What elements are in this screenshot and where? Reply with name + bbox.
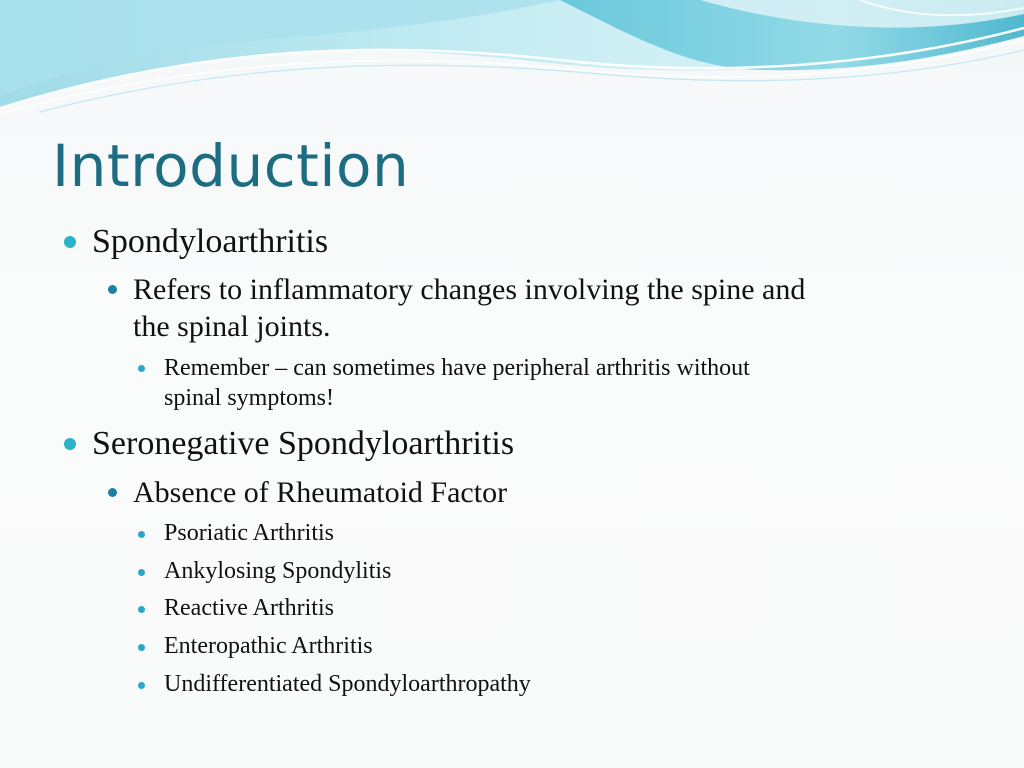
bullet-remember-line1: Remember – can sometimes have peripheral arthritis without — [164, 355, 750, 381]
list-item-reactive: Reactive Arthritis — [164, 595, 334, 621]
bullet-definition-line2: the spinal joints. — [133, 310, 331, 343]
bullet-dot — [138, 365, 145, 372]
bullet-dot — [64, 236, 76, 248]
bullet-definition-line1: Refers to inflammatory changes involving the spine and — [133, 273, 806, 306]
bullet-spondyloarthritis: Spondyloarthritis — [92, 223, 329, 260]
bullet-dot — [64, 438, 76, 450]
bullet-dot — [108, 285, 117, 294]
bullet-dot — [108, 488, 117, 497]
list-item-ankylosing: Ankylosing Spondylitis — [164, 558, 392, 584]
list-item-enteropathic: Enteropathic Arthritis — [164, 633, 373, 659]
bullet-dot — [138, 682, 145, 689]
bullet-dot — [138, 531, 145, 538]
list-item-undifferentiated: Undifferentiated Spondyloarthropathy — [164, 671, 531, 697]
bullet-dot — [138, 606, 145, 613]
bullet-seronegative: Seronegative Spondyloarthritis — [92, 425, 515, 462]
list-item-psoriatic: Psoriatic Arthritis — [164, 520, 334, 546]
bullet-absence-rf: Absence of Rheumatoid Factor — [133, 476, 508, 509]
bullet-dot — [138, 569, 145, 576]
bullet-dot — [138, 644, 145, 651]
bullet-remember-line2: spinal symptoms! — [164, 385, 335, 411]
slide-title: Introduction — [52, 132, 410, 200]
